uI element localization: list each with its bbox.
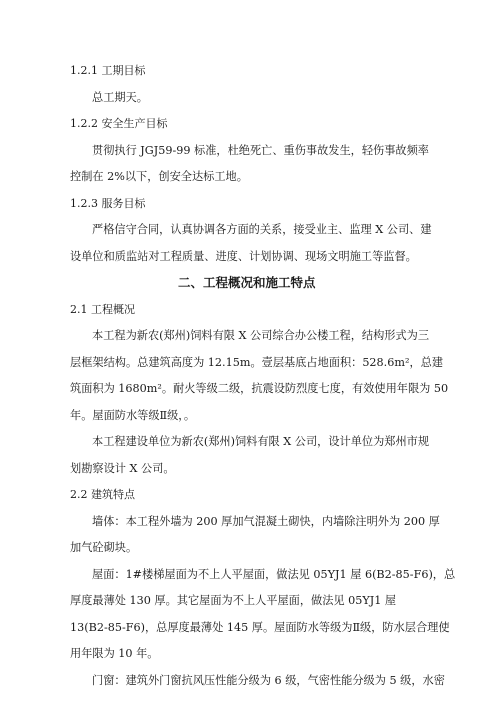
paragraph-line: 本工程建设单位为新农(郑州)饲料有限 X 公司，设计单位为郑州市规 — [92, 435, 430, 448]
paragraph-line: 控制在 2%以下，创安全达标工地。 — [70, 170, 248, 183]
paragraph-line: 墙体：本工程外墙为 200 厚加气混凝土砌快，内墙除注明外为 200 厚 — [92, 515, 440, 528]
paragraph-line: 厚度最薄处 130 厚。其它屋面为不上人平屋面，做法见 05YJ1 屋 — [70, 594, 397, 607]
paragraph-line: 设单位和质监站对工程质量、进度、计划协调、现场文明施工等监督。 — [70, 250, 417, 263]
paragraph-line: 划勘察设计 X 公司。 — [70, 462, 175, 475]
paragraph-line: 严格信守合同，认真协调各方面的关系，接受业主、监理 X 公司、建 — [92, 223, 432, 236]
paragraph-line: 总工期天。 — [92, 91, 148, 104]
chapter-title: 二、工程概况和施工特点 — [178, 275, 316, 290]
paragraph-line: 屋面：1#楼梯屋面为不上人平屋面，做法见 05YJ1 屋 6(B2-85-F6)，总 — [92, 568, 456, 581]
paragraph-line: 门窗：建筑外门窗抗风压性能分级为 6 级，气密性能分级为 5 级，水密 — [92, 674, 445, 687]
paragraph-line: 本工程为新农(郑州)饲料有限 X 公司综合办公楼工程，结构形式为三 — [92, 329, 430, 342]
paragraph-line: 用年限为 10 年。 — [70, 647, 159, 660]
paragraph-line: 贯彻执行 JGJ59-99 标准，杜绝死亡、重伤事故发生，轻伤事故频率 — [92, 144, 429, 157]
paragraph-line: 筑面积为 1680m²。耐火等级二级，抗震设防烈度七度，有效使用年限为 50 — [70, 382, 449, 395]
paragraph-line: 年。屋面防水等级Ⅱ级，。 — [70, 409, 196, 422]
section-heading: 1.2.2 安全生产目标 — [70, 117, 168, 130]
section-heading: 2.2 建筑特点 — [70, 488, 135, 501]
paragraph-line: 层框架结构。总建筑高度为 12.15m。壹层基底占地面积：528.6m²，总建 — [70, 356, 444, 369]
paragraph-line: 13(B2-85-F6)，总厚度最薄处 145 厚。屋面防水等级为Ⅱ级，防水层合理使 — [70, 621, 450, 634]
section-heading: 1.2.1 工期目标 — [70, 64, 146, 77]
section-heading: 2.1 工程概况 — [70, 303, 135, 316]
section-heading: 1.2.3 服务目标 — [70, 197, 146, 210]
paragraph-line: 加气砼砌块。 — [70, 541, 138, 554]
